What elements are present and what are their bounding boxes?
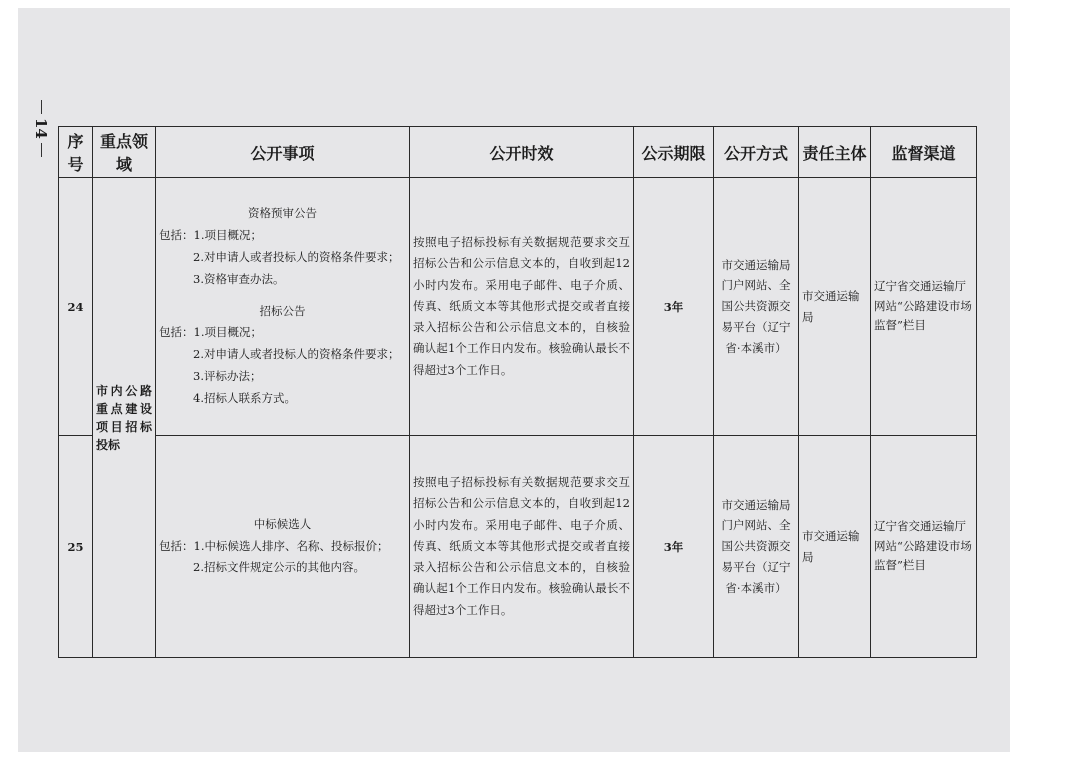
header-period: 公示期限 — [634, 127, 714, 178]
timing-cell: 按照电子招标投标有关数据规范要求交互招标公告和公示信息文本的，自收到起12小时内发布。采用电子邮件、电子介质、传真、纸质文本等其他形式提交或者直接录入招标公告和公示信息文本的，自核验确认起1个工作日内发布。核验确认最长不得超过3个工作日。 — [410, 178, 634, 436]
channel-cell: 辽宁省交通运输厅网站“公路建设市场监督”栏目 — [871, 436, 977, 658]
page-number-text: 14 — [32, 118, 50, 139]
subject-cell: 市交通运输局 — [799, 436, 871, 658]
header-domain: 重点领域 — [93, 127, 156, 178]
channel-cell: 辽宁省交通运输厅网站“公路建设市场监督”栏目 — [871, 178, 977, 436]
item-line: 3.评标办法； — [193, 369, 262, 384]
header-items: 公开事项 — [156, 127, 410, 178]
item-line: 4.招标人联系方式。 — [193, 390, 296, 405]
page-number-dash-bottom — [41, 143, 42, 157]
period-cell: 3年 — [634, 178, 714, 436]
item-line: 包括：1.项目概况； — [159, 325, 262, 340]
header-row — [59, 127, 977, 178]
table-row — [59, 178, 977, 436]
period-cell: 3年 — [634, 436, 714, 658]
header-channel: 监督渠道 — [871, 127, 977, 178]
method-cell: 市交通运输局门户网站、全国公共资源交易平台（辽宁省·本溪市） — [714, 178, 799, 436]
header-timing: 公开时效 — [410, 127, 634, 178]
page-number — [30, 100, 52, 180]
items-cell — [156, 436, 410, 658]
header-subject: 责任主体 — [799, 127, 871, 178]
header-method: 公开方式 — [714, 127, 799, 178]
page-number-dash-top — [41, 100, 42, 114]
domain-cell: 市内公路重点建设项目招标投标 — [93, 178, 156, 658]
item-line: 2.对申请人或者投标人的资格条件要求； — [193, 249, 400, 264]
disclosure-table — [58, 126, 977, 658]
row-seq: 24 — [59, 178, 93, 436]
item-line: 2.招标文件规定公示的其他内容。 — [193, 560, 365, 575]
item-line: 包括：1.项目概况； — [159, 228, 262, 243]
items-cell — [156, 178, 410, 436]
item-title: 中标候选人 — [253, 516, 312, 531]
timing-cell: 按照电子招标投标有关数据规范要求交互招标公告和公示信息文本的，自收到起12小时内发布。采用电子邮件、电子介质、传真、纸质文本等其他形式提交或者直接录入招标公告和公示信息文本的，自核验确认起1个工作日内发布。核验确认最长不得超过3个工作日。 — [410, 436, 634, 658]
item-title: 资格预审公告 — [248, 206, 317, 221]
method-cell: 市交通运输局门户网站、全国公共资源交易平台（辽宁省·本溪市） — [714, 436, 799, 658]
subject-cell: 市交通运输局 — [799, 178, 871, 436]
header-seq: 序号 — [59, 127, 93, 178]
item-line: 包括：1.中标候选人排序、名称、投标报价； — [159, 538, 389, 553]
item-line: 3.资格审查办法。 — [193, 271, 285, 286]
item-title: 招标公告 — [259, 303, 306, 318]
row-seq: 25 — [59, 436, 93, 658]
table-row — [59, 436, 977, 658]
item-line: 2.对申请人或者投标人的资格条件要求； — [193, 347, 400, 362]
